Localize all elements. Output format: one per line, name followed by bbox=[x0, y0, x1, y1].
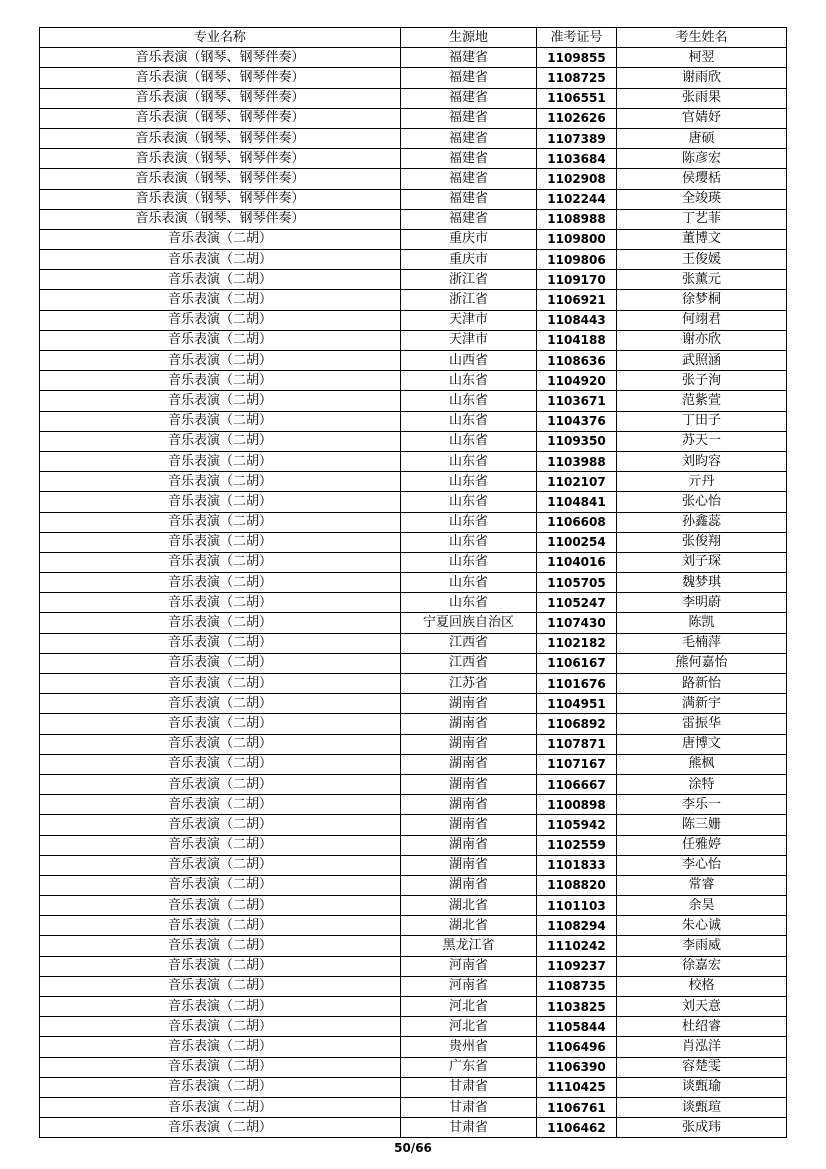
origin-cell: 江苏省 bbox=[401, 674, 537, 694]
origin-cell: 福建省 bbox=[401, 128, 537, 148]
major-cell: 音乐表演（二胡） bbox=[40, 351, 401, 371]
table-row bbox=[40, 88, 787, 108]
exam-id-cell: 1102559 bbox=[537, 835, 617, 855]
origin-cell: 广东省 bbox=[401, 1057, 537, 1077]
origin-cell: 宁夏回族自治区 bbox=[401, 613, 537, 633]
origin-cell: 重庆市 bbox=[401, 229, 537, 249]
student-name-cell: 雷振华 bbox=[617, 714, 787, 734]
major-cell: 音乐表演（二胡） bbox=[40, 714, 401, 734]
table-row bbox=[40, 1097, 787, 1117]
exam-id-cell: 1100898 bbox=[537, 795, 617, 815]
major-cell: 音乐表演（二胡） bbox=[40, 896, 401, 916]
student-name-cell: 陈三姗 bbox=[617, 815, 787, 835]
table-row bbox=[40, 351, 787, 371]
major-cell: 音乐表演（二胡） bbox=[40, 674, 401, 694]
student-name-cell: 校格 bbox=[617, 976, 787, 996]
major-cell: 音乐表演（二胡） bbox=[40, 916, 401, 936]
student-name-cell: 毛楠萍 bbox=[617, 633, 787, 653]
origin-cell: 湖南省 bbox=[401, 875, 537, 895]
student-name-cell: 柯翌 bbox=[617, 48, 787, 68]
student-name-cell: 丁田子 bbox=[617, 411, 787, 431]
exam-id-cell: 1109800 bbox=[537, 229, 617, 249]
origin-cell: 山东省 bbox=[401, 492, 537, 512]
major-cell: 音乐表演（二胡） bbox=[40, 774, 401, 794]
exam-id-cell: 1106496 bbox=[537, 1037, 617, 1057]
origin-cell: 山东省 bbox=[401, 431, 537, 451]
student-name-cell: 谢亦欣 bbox=[617, 330, 787, 350]
table-row bbox=[40, 573, 787, 593]
exam-id-cell: 1106390 bbox=[537, 1057, 617, 1077]
exam-id-cell: 1106892 bbox=[537, 714, 617, 734]
major-cell: 音乐表演（二胡） bbox=[40, 512, 401, 532]
origin-cell: 山东省 bbox=[401, 411, 537, 431]
major-cell: 音乐表演（二胡） bbox=[40, 411, 401, 431]
exam-id-cell: 1105844 bbox=[537, 1017, 617, 1037]
major-cell: 音乐表演（二胡） bbox=[40, 815, 401, 835]
table-row bbox=[40, 875, 787, 895]
exam-id-cell: 1104951 bbox=[537, 694, 617, 714]
exam-id-cell: 1106167 bbox=[537, 653, 617, 673]
exam-id-cell: 1107389 bbox=[537, 128, 617, 148]
exam-id-cell: 1101676 bbox=[537, 674, 617, 694]
student-name-cell: 李明蔚 bbox=[617, 593, 787, 613]
table-row bbox=[40, 68, 787, 88]
page-number: 50/66 bbox=[394, 1141, 432, 1155]
origin-cell: 湖南省 bbox=[401, 714, 537, 734]
origin-cell: 甘肃省 bbox=[401, 1077, 537, 1097]
table-row bbox=[40, 976, 787, 996]
student-name-cell: 刘昀容 bbox=[617, 451, 787, 471]
origin-cell: 湖北省 bbox=[401, 916, 537, 936]
origin-cell: 浙江省 bbox=[401, 270, 537, 290]
table-row bbox=[40, 270, 787, 290]
origin-cell: 湖南省 bbox=[401, 855, 537, 875]
major-cell: 音乐表演（钢琴、钢琴伴奏） bbox=[40, 88, 401, 108]
origin-cell: 河北省 bbox=[401, 1017, 537, 1037]
major-cell: 音乐表演（二胡） bbox=[40, 229, 401, 249]
exam-id-cell: 1102182 bbox=[537, 633, 617, 653]
major-cell: 音乐表演（二胡） bbox=[40, 835, 401, 855]
student-name-cell: 余昊 bbox=[617, 896, 787, 916]
origin-cell: 福建省 bbox=[401, 169, 537, 189]
student-name-cell: 李心怡 bbox=[617, 855, 787, 875]
exam-id-cell: 1108820 bbox=[537, 875, 617, 895]
major-cell: 音乐表演（二胡） bbox=[40, 956, 401, 976]
exam-id-cell: 1108725 bbox=[537, 68, 617, 88]
table-row bbox=[40, 1057, 787, 1077]
major-cell: 音乐表演（二胡） bbox=[40, 552, 401, 572]
major-cell: 音乐表演（二胡） bbox=[40, 613, 401, 633]
table-row bbox=[40, 330, 787, 350]
table-row bbox=[40, 633, 787, 653]
student-name-cell: 丁艺菲 bbox=[617, 209, 787, 229]
student-name-cell: 熊何嘉怡 bbox=[617, 653, 787, 673]
header-exam-id: 准考证号 bbox=[537, 28, 617, 48]
exam-id-cell: 1101103 bbox=[537, 896, 617, 916]
major-cell: 音乐表演（二胡） bbox=[40, 451, 401, 471]
table-row bbox=[40, 754, 787, 774]
origin-cell: 山东省 bbox=[401, 552, 537, 572]
exam-id-cell: 1107430 bbox=[537, 613, 617, 633]
major-cell: 音乐表演（二胡） bbox=[40, 997, 401, 1017]
origin-cell: 福建省 bbox=[401, 149, 537, 169]
major-cell: 音乐表演（二胡） bbox=[40, 573, 401, 593]
student-name-cell: 陈彦宏 bbox=[617, 149, 787, 169]
table-row bbox=[40, 774, 787, 794]
exam-id-cell: 1106608 bbox=[537, 512, 617, 532]
student-name-cell: 范紫萱 bbox=[617, 391, 787, 411]
exam-id-cell: 1106667 bbox=[537, 774, 617, 794]
table-row bbox=[40, 593, 787, 613]
table-row bbox=[40, 451, 787, 471]
major-cell: 音乐表演（钢琴、钢琴伴奏） bbox=[40, 169, 401, 189]
exam-id-cell: 1110242 bbox=[537, 936, 617, 956]
table-row bbox=[40, 169, 787, 189]
major-cell: 音乐表演（二胡） bbox=[40, 532, 401, 552]
origin-cell: 湖南省 bbox=[401, 754, 537, 774]
exam-id-cell: 1103684 bbox=[537, 149, 617, 169]
major-cell: 音乐表演（二胡） bbox=[40, 875, 401, 895]
table-row bbox=[40, 492, 787, 512]
origin-cell: 天津市 bbox=[401, 310, 537, 330]
origin-cell: 湖南省 bbox=[401, 835, 537, 855]
exam-id-cell: 1108988 bbox=[537, 209, 617, 229]
major-cell: 音乐表演（二胡） bbox=[40, 1017, 401, 1037]
origin-cell: 湖南省 bbox=[401, 734, 537, 754]
exam-id-cell: 1104016 bbox=[537, 552, 617, 572]
major-cell: 音乐表演（二胡） bbox=[40, 371, 401, 391]
origin-cell: 江西省 bbox=[401, 633, 537, 653]
origin-cell: 福建省 bbox=[401, 48, 537, 68]
origin-cell: 湖北省 bbox=[401, 896, 537, 916]
table-row bbox=[40, 431, 787, 451]
major-cell: 音乐表演（二胡） bbox=[40, 310, 401, 330]
student-name-cell: 全竣瑛 bbox=[617, 189, 787, 209]
origin-cell: 湖南省 bbox=[401, 774, 537, 794]
origin-cell: 湖南省 bbox=[401, 694, 537, 714]
student-name-cell: 满新宇 bbox=[617, 694, 787, 714]
table-row bbox=[40, 229, 787, 249]
major-cell: 音乐表演（二胡） bbox=[40, 1077, 401, 1097]
student-name-cell: 涂特 bbox=[617, 774, 787, 794]
exam-id-cell: 1107167 bbox=[537, 754, 617, 774]
exam-id-cell: 1104188 bbox=[537, 330, 617, 350]
major-cell: 音乐表演（二胡） bbox=[40, 290, 401, 310]
origin-cell: 山东省 bbox=[401, 371, 537, 391]
student-name-cell: 唐博文 bbox=[617, 734, 787, 754]
exam-id-cell: 1101833 bbox=[537, 855, 617, 875]
origin-cell: 贵州省 bbox=[401, 1037, 537, 1057]
origin-cell: 山西省 bbox=[401, 351, 537, 371]
student-name-cell: 李乐一 bbox=[617, 795, 787, 815]
student-name-cell: 张薰元 bbox=[617, 270, 787, 290]
table-row bbox=[40, 694, 787, 714]
exam-id-cell: 1106462 bbox=[537, 1118, 617, 1138]
table-row bbox=[40, 108, 787, 128]
major-cell: 音乐表演（钢琴、钢琴伴奏） bbox=[40, 189, 401, 209]
student-name-cell: 唐硕 bbox=[617, 128, 787, 148]
major-cell: 音乐表演（二胡） bbox=[40, 694, 401, 714]
table-row bbox=[40, 1017, 787, 1037]
exam-id-cell: 1102626 bbox=[537, 108, 617, 128]
student-name-cell: 武照涵 bbox=[617, 351, 787, 371]
major-cell: 音乐表演（二胡） bbox=[40, 330, 401, 350]
table-row bbox=[40, 613, 787, 633]
table-row bbox=[40, 1037, 787, 1057]
student-name-cell: 张成玮 bbox=[617, 1118, 787, 1138]
table-row bbox=[40, 532, 787, 552]
origin-cell: 山东省 bbox=[401, 451, 537, 471]
table-row bbox=[40, 1118, 787, 1138]
table-row bbox=[40, 734, 787, 754]
student-name-cell: 肖泓洋 bbox=[617, 1037, 787, 1057]
origin-cell: 湖南省 bbox=[401, 795, 537, 815]
exam-id-cell: 1104841 bbox=[537, 492, 617, 512]
student-name-cell: 路新怡 bbox=[617, 674, 787, 694]
student-name-cell: 常睿 bbox=[617, 875, 787, 895]
exam-id-cell: 1100254 bbox=[537, 532, 617, 552]
table-row bbox=[40, 714, 787, 734]
major-cell: 音乐表演（二胡） bbox=[40, 593, 401, 613]
origin-cell: 甘肃省 bbox=[401, 1118, 537, 1138]
student-name-cell: 张心怡 bbox=[617, 492, 787, 512]
exam-id-cell: 1107871 bbox=[537, 734, 617, 754]
exam-id-cell: 1102244 bbox=[537, 189, 617, 209]
table-row bbox=[40, 936, 787, 956]
origin-cell: 河北省 bbox=[401, 997, 537, 1017]
major-cell: 音乐表演（二胡） bbox=[40, 1118, 401, 1138]
exam-id-cell: 1105942 bbox=[537, 815, 617, 835]
table-row bbox=[40, 48, 787, 68]
origin-cell: 山东省 bbox=[401, 391, 537, 411]
exam-id-cell: 1108443 bbox=[537, 310, 617, 330]
table-row bbox=[40, 855, 787, 875]
table-row bbox=[40, 512, 787, 532]
origin-cell: 浙江省 bbox=[401, 290, 537, 310]
exam-id-cell: 1103825 bbox=[537, 997, 617, 1017]
origin-cell: 福建省 bbox=[401, 88, 537, 108]
origin-cell: 重庆市 bbox=[401, 250, 537, 270]
header-major: 专业名称 bbox=[40, 28, 401, 48]
exam-id-cell: 1110425 bbox=[537, 1077, 617, 1097]
table-row bbox=[40, 411, 787, 431]
student-name-cell: 亓丹 bbox=[617, 472, 787, 492]
exam-id-cell: 1104376 bbox=[537, 411, 617, 431]
student-name-cell: 熊枫 bbox=[617, 754, 787, 774]
table-row bbox=[40, 815, 787, 835]
exam-id-cell: 1108636 bbox=[537, 351, 617, 371]
origin-cell: 福建省 bbox=[401, 189, 537, 209]
table-row bbox=[40, 209, 787, 229]
header-origin: 生源地 bbox=[401, 28, 537, 48]
exam-id-cell: 1108294 bbox=[537, 916, 617, 936]
major-cell: 音乐表演（二胡） bbox=[40, 936, 401, 956]
table-row bbox=[40, 310, 787, 330]
student-name-cell: 刘天意 bbox=[617, 997, 787, 1017]
origin-cell: 山东省 bbox=[401, 472, 537, 492]
major-cell: 音乐表演（二胡） bbox=[40, 472, 401, 492]
exam-id-cell: 1109170 bbox=[537, 270, 617, 290]
student-name-cell: 孙鑫蕊 bbox=[617, 512, 787, 532]
origin-cell: 山东省 bbox=[401, 532, 537, 552]
table-row bbox=[40, 795, 787, 815]
student-name-cell: 侯璎栝 bbox=[617, 169, 787, 189]
table-row bbox=[40, 290, 787, 310]
exam-id-cell: 1109350 bbox=[537, 431, 617, 451]
major-cell: 音乐表演（钢琴、钢琴伴奏） bbox=[40, 48, 401, 68]
origin-cell: 福建省 bbox=[401, 209, 537, 229]
major-cell: 音乐表演（二胡） bbox=[40, 270, 401, 290]
table-row bbox=[40, 1077, 787, 1097]
table-row bbox=[40, 149, 787, 169]
origin-cell: 福建省 bbox=[401, 68, 537, 88]
student-name-cell: 杜绍睿 bbox=[617, 1017, 787, 1037]
table-row bbox=[40, 128, 787, 148]
major-cell: 音乐表演（二胡） bbox=[40, 754, 401, 774]
table-row bbox=[40, 674, 787, 694]
student-name-cell: 官婧妤 bbox=[617, 108, 787, 128]
exam-id-cell: 1105247 bbox=[537, 593, 617, 613]
major-cell: 音乐表演（二胡） bbox=[40, 492, 401, 512]
student-name-cell: 谈甄瑄 bbox=[617, 1097, 787, 1117]
student-name-cell: 张俊翔 bbox=[617, 532, 787, 552]
student-name-cell: 何翊君 bbox=[617, 310, 787, 330]
exam-id-cell: 1109855 bbox=[537, 48, 617, 68]
student-name-cell: 魏梦琪 bbox=[617, 573, 787, 593]
student-name-cell: 刘子琛 bbox=[617, 552, 787, 572]
origin-cell: 甘肃省 bbox=[401, 1097, 537, 1117]
student-name-cell: 李雨威 bbox=[617, 936, 787, 956]
exam-id-cell: 1106551 bbox=[537, 88, 617, 108]
student-name-cell: 朱心诚 bbox=[617, 916, 787, 936]
table-row bbox=[40, 391, 787, 411]
table-row bbox=[40, 956, 787, 976]
major-cell: 音乐表演（钢琴、钢琴伴奏） bbox=[40, 108, 401, 128]
major-cell: 音乐表演（二胡） bbox=[40, 855, 401, 875]
exam-id-cell: 1104920 bbox=[537, 371, 617, 391]
exam-id-cell: 1109237 bbox=[537, 956, 617, 976]
table-header-row bbox=[40, 28, 787, 48]
table-body bbox=[40, 48, 787, 1138]
student-name-cell: 陈凯 bbox=[617, 613, 787, 633]
table-row bbox=[40, 835, 787, 855]
origin-cell: 河南省 bbox=[401, 976, 537, 996]
exam-id-cell: 1103988 bbox=[537, 451, 617, 471]
origin-cell: 山东省 bbox=[401, 573, 537, 593]
table-row bbox=[40, 896, 787, 916]
exam-id-cell: 1102107 bbox=[537, 472, 617, 492]
origin-cell: 黑龙江省 bbox=[401, 936, 537, 956]
major-cell: 音乐表演（二胡） bbox=[40, 653, 401, 673]
origin-cell: 山东省 bbox=[401, 593, 537, 613]
major-cell: 音乐表演（钢琴、钢琴伴奏） bbox=[40, 149, 401, 169]
table-row bbox=[40, 653, 787, 673]
admission-roster-table bbox=[39, 27, 787, 1138]
major-cell: 音乐表演（钢琴、钢琴伴奏） bbox=[40, 68, 401, 88]
table-row bbox=[40, 552, 787, 572]
major-cell: 音乐表演（钢琴、钢琴伴奏） bbox=[40, 128, 401, 148]
major-cell: 音乐表演（二胡） bbox=[40, 391, 401, 411]
student-name-cell: 谢雨欣 bbox=[617, 68, 787, 88]
student-name-cell: 张子洵 bbox=[617, 371, 787, 391]
table-row bbox=[40, 371, 787, 391]
exam-id-cell: 1106761 bbox=[537, 1097, 617, 1117]
origin-cell: 山东省 bbox=[401, 512, 537, 532]
origin-cell: 湖南省 bbox=[401, 815, 537, 835]
major-cell: 音乐表演（二胡） bbox=[40, 795, 401, 815]
exam-id-cell: 1109806 bbox=[537, 250, 617, 270]
major-cell: 音乐表演（二胡） bbox=[40, 1037, 401, 1057]
student-name-cell: 苏天一 bbox=[617, 431, 787, 451]
major-cell: 音乐表演（二胡） bbox=[40, 734, 401, 754]
student-name-cell: 徐梦桐 bbox=[617, 290, 787, 310]
table-row bbox=[40, 250, 787, 270]
exam-id-cell: 1106921 bbox=[537, 290, 617, 310]
table-row bbox=[40, 472, 787, 492]
student-name-cell: 谈甄瑜 bbox=[617, 1077, 787, 1097]
exam-id-cell: 1102908 bbox=[537, 169, 617, 189]
table-row bbox=[40, 189, 787, 209]
table-row bbox=[40, 916, 787, 936]
major-cell: 音乐表演（二胡） bbox=[40, 1057, 401, 1077]
origin-cell: 河南省 bbox=[401, 956, 537, 976]
table-row bbox=[40, 997, 787, 1017]
header-student-name: 考生姓名 bbox=[617, 28, 787, 48]
major-cell: 音乐表演（二胡） bbox=[40, 976, 401, 996]
student-name-cell: 董博文 bbox=[617, 229, 787, 249]
student-name-cell: 张雨果 bbox=[617, 88, 787, 108]
student-name-cell: 容楚雯 bbox=[617, 1057, 787, 1077]
major-cell: 音乐表演（二胡） bbox=[40, 250, 401, 270]
origin-cell: 天津市 bbox=[401, 330, 537, 350]
exam-id-cell: 1103671 bbox=[537, 391, 617, 411]
student-name-cell: 任雅婷 bbox=[617, 835, 787, 855]
origin-cell: 福建省 bbox=[401, 108, 537, 128]
major-cell: 音乐表演（二胡） bbox=[40, 431, 401, 451]
exam-id-cell: 1108735 bbox=[537, 976, 617, 996]
student-name-cell: 徐嘉宏 bbox=[617, 956, 787, 976]
major-cell: 音乐表演（二胡） bbox=[40, 633, 401, 653]
major-cell: 音乐表演（钢琴、钢琴伴奏） bbox=[40, 209, 401, 229]
major-cell: 音乐表演（二胡） bbox=[40, 1097, 401, 1117]
exam-id-cell: 1105705 bbox=[537, 573, 617, 593]
origin-cell: 江西省 bbox=[401, 653, 537, 673]
student-name-cell: 王俊媛 bbox=[617, 250, 787, 270]
